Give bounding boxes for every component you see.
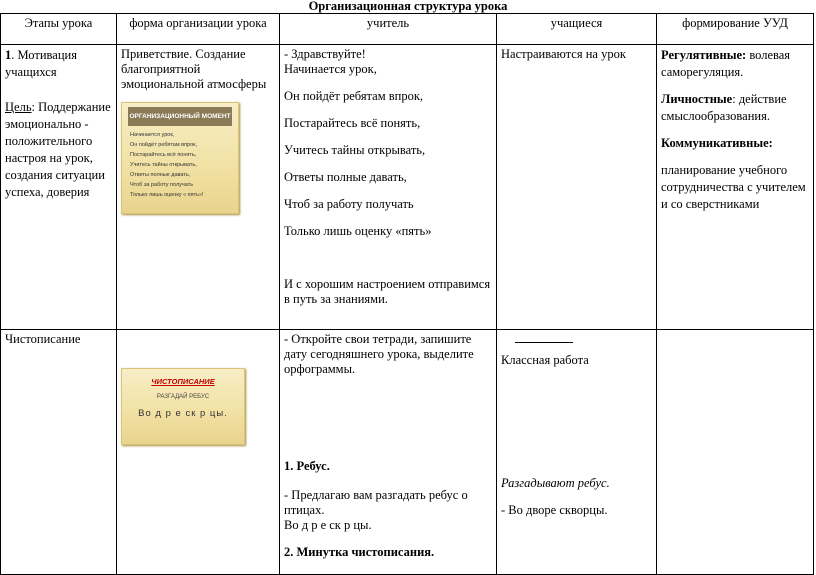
slide-title: ЧИСТОПИСАНИЕ [151,377,215,386]
page-title: Организационная структура урока [308,0,508,13]
teacher-intro: - Откройте свои тетради, запишите дату сегодняшнего урока, выделите орфограммы. [284,332,474,376]
cell-uud-calligraphy [657,330,814,575]
students-answer: - Во дворе скворцы. [501,503,608,517]
header-students: учащиеся [497,14,657,45]
cell-teacher-calligraphy [280,330,497,575]
cell-stage-motivation [1,45,117,330]
header-form: форма организации урока [117,14,280,45]
slide-thumbnail-org-moment: ОРГАНИЗАЦИОННЫЙ МОМЕНТ Начинается урок, Он пойдёт ребятам впрок, Постарайтесь всё понять, Учитесь тайны открывать, Ответы полные давать, Чтоб за работу получать Только лишь оценку « пять»! [121,102,239,214]
students-action: Разгадывают ребус. [501,476,610,490]
slide-header: ОРГАНИЗАЦИОННЫЙ МОМЕНТ [128,107,232,126]
cell-teacher-motivation: - Здравствуйте! Начинается урок, Он пойдёт ребятам впрок, Постарайтесь всё понять, Учитесь тайны открывать, Ответы полные давать, Чтоб за работу получать Только лишь оценку «пять» И с хорошим настроением отправимся в путь за знаниями. [280,45,497,330]
slide-rebus: Во д р е ск р цы. [138,408,228,419]
table-row-motivation [1,45,814,330]
calligraphy-heading: 2. Минутка чистописания. [284,545,435,559]
lesson-structure-table [0,13,814,575]
header-teacher: учитель [280,14,497,45]
rebus-prompt: - Предлагаю вам разгадать ребус о птицах. [284,488,468,517]
header-uud: формирование УУД [657,14,814,45]
header-row [1,14,814,45]
cell-form-motivation [117,45,280,330]
cell-stage-calligraphy: Чистописание [1,330,117,575]
table-row-calligraphy [1,330,814,575]
slide-subtitle: РАЗГАДАЙ РЕБУС [156,394,210,400]
cell-form-calligraphy [117,330,280,575]
cell-uud-motivation: Регулятивные: волевая саморегуляция. Личностные: действие смыслообразования. Коммуникативные: планирование учебного сотрудничества с учителем и со сверстниками [657,45,814,330]
form-text: Приветствие. Создание благоприятной эмоциональной атмосферы [121,47,267,91]
stage-goal: Цель: Поддержание эмоционально - положительного настроя на урок, создания ситуации успеха, доверия [5,100,111,199]
cell-students-calligraphy [497,330,657,575]
rebus-text: Во д р е ск р цы. [284,518,372,532]
header-stages: Этапы урока [1,14,117,45]
stage-title: 1. Мотивация учащихся [5,48,77,79]
students-work: Классная работа [501,353,589,367]
cell-students-motivation: Настраиваются на урок [497,45,657,330]
slide-thumbnail-calligraphy [121,368,245,445]
rebus-heading: 1. Ребус. [284,459,330,473]
underline-mark [515,342,573,343]
